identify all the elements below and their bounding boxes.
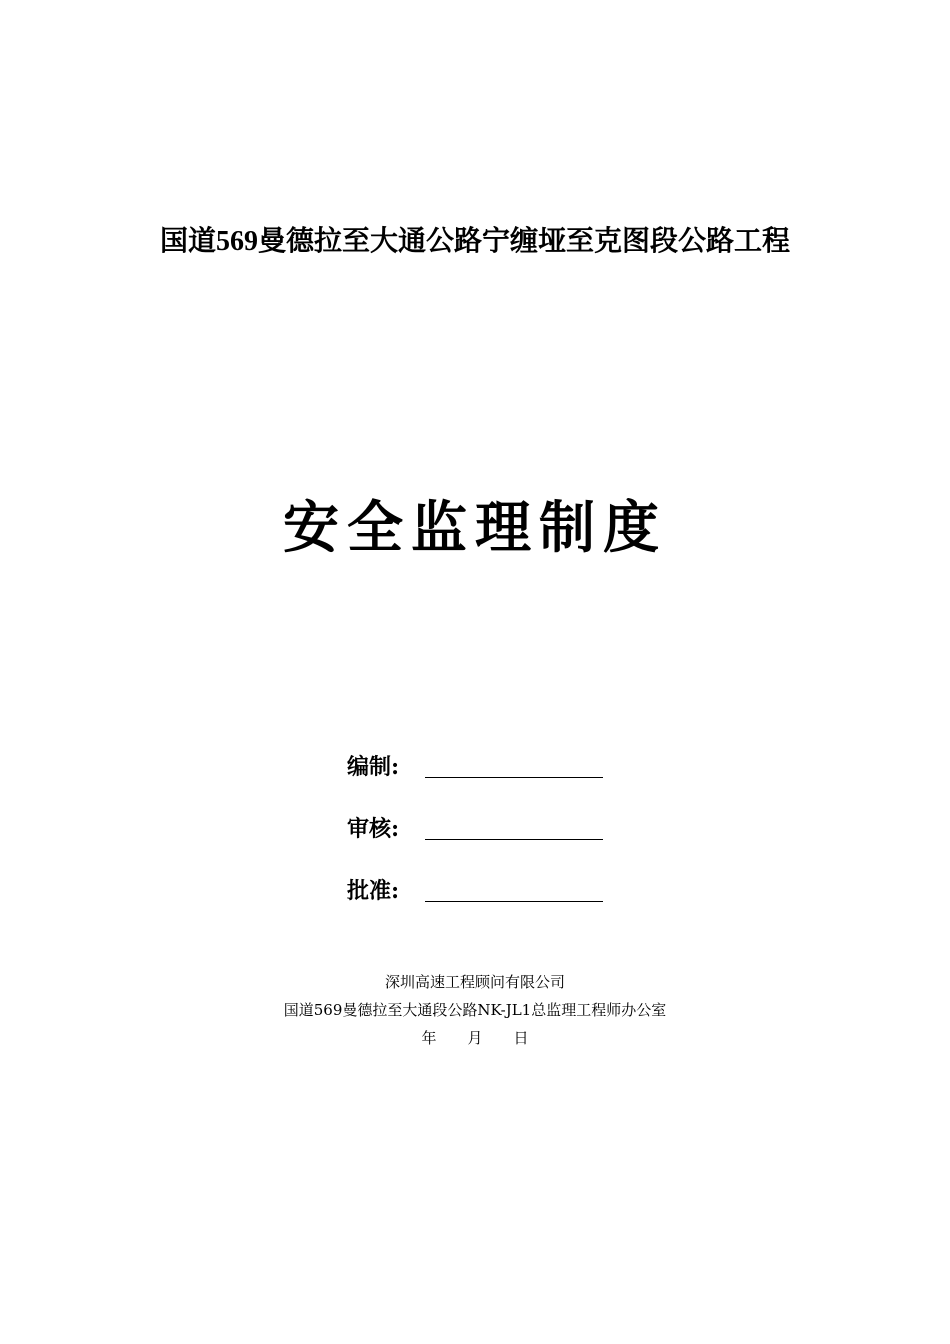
signature-label-review: 审核:	[347, 816, 400, 842]
signature-line-compile	[425, 749, 603, 778]
date-month: 月	[467, 1029, 483, 1047]
date-year: 年	[421, 1029, 437, 1047]
signature-line-approve	[425, 873, 603, 902]
signature-row-review	[347, 802, 647, 844]
signature-line-review	[425, 811, 603, 840]
document-title: 安全监理制度	[283, 495, 667, 561]
footer	[0, 968, 950, 1052]
signature-row-approve	[347, 864, 647, 906]
footer-date	[0, 1024, 950, 1052]
footer-office: 国道569曼德拉至大通段公路NK-JL1总监理工程师办公室	[283, 1001, 667, 1019]
project-title: 国道569曼德拉至大通公路宁缠垭至克图段公路工程	[159, 226, 790, 257]
signature-block	[347, 740, 647, 926]
date-day: 日	[513, 1029, 529, 1047]
signature-label-approve: 批准:	[347, 878, 400, 904]
signature-row-compile	[347, 740, 647, 782]
footer-company: 深圳高速工程顾问有限公司	[384, 973, 565, 991]
signature-label-compile: 编制:	[347, 754, 400, 780]
